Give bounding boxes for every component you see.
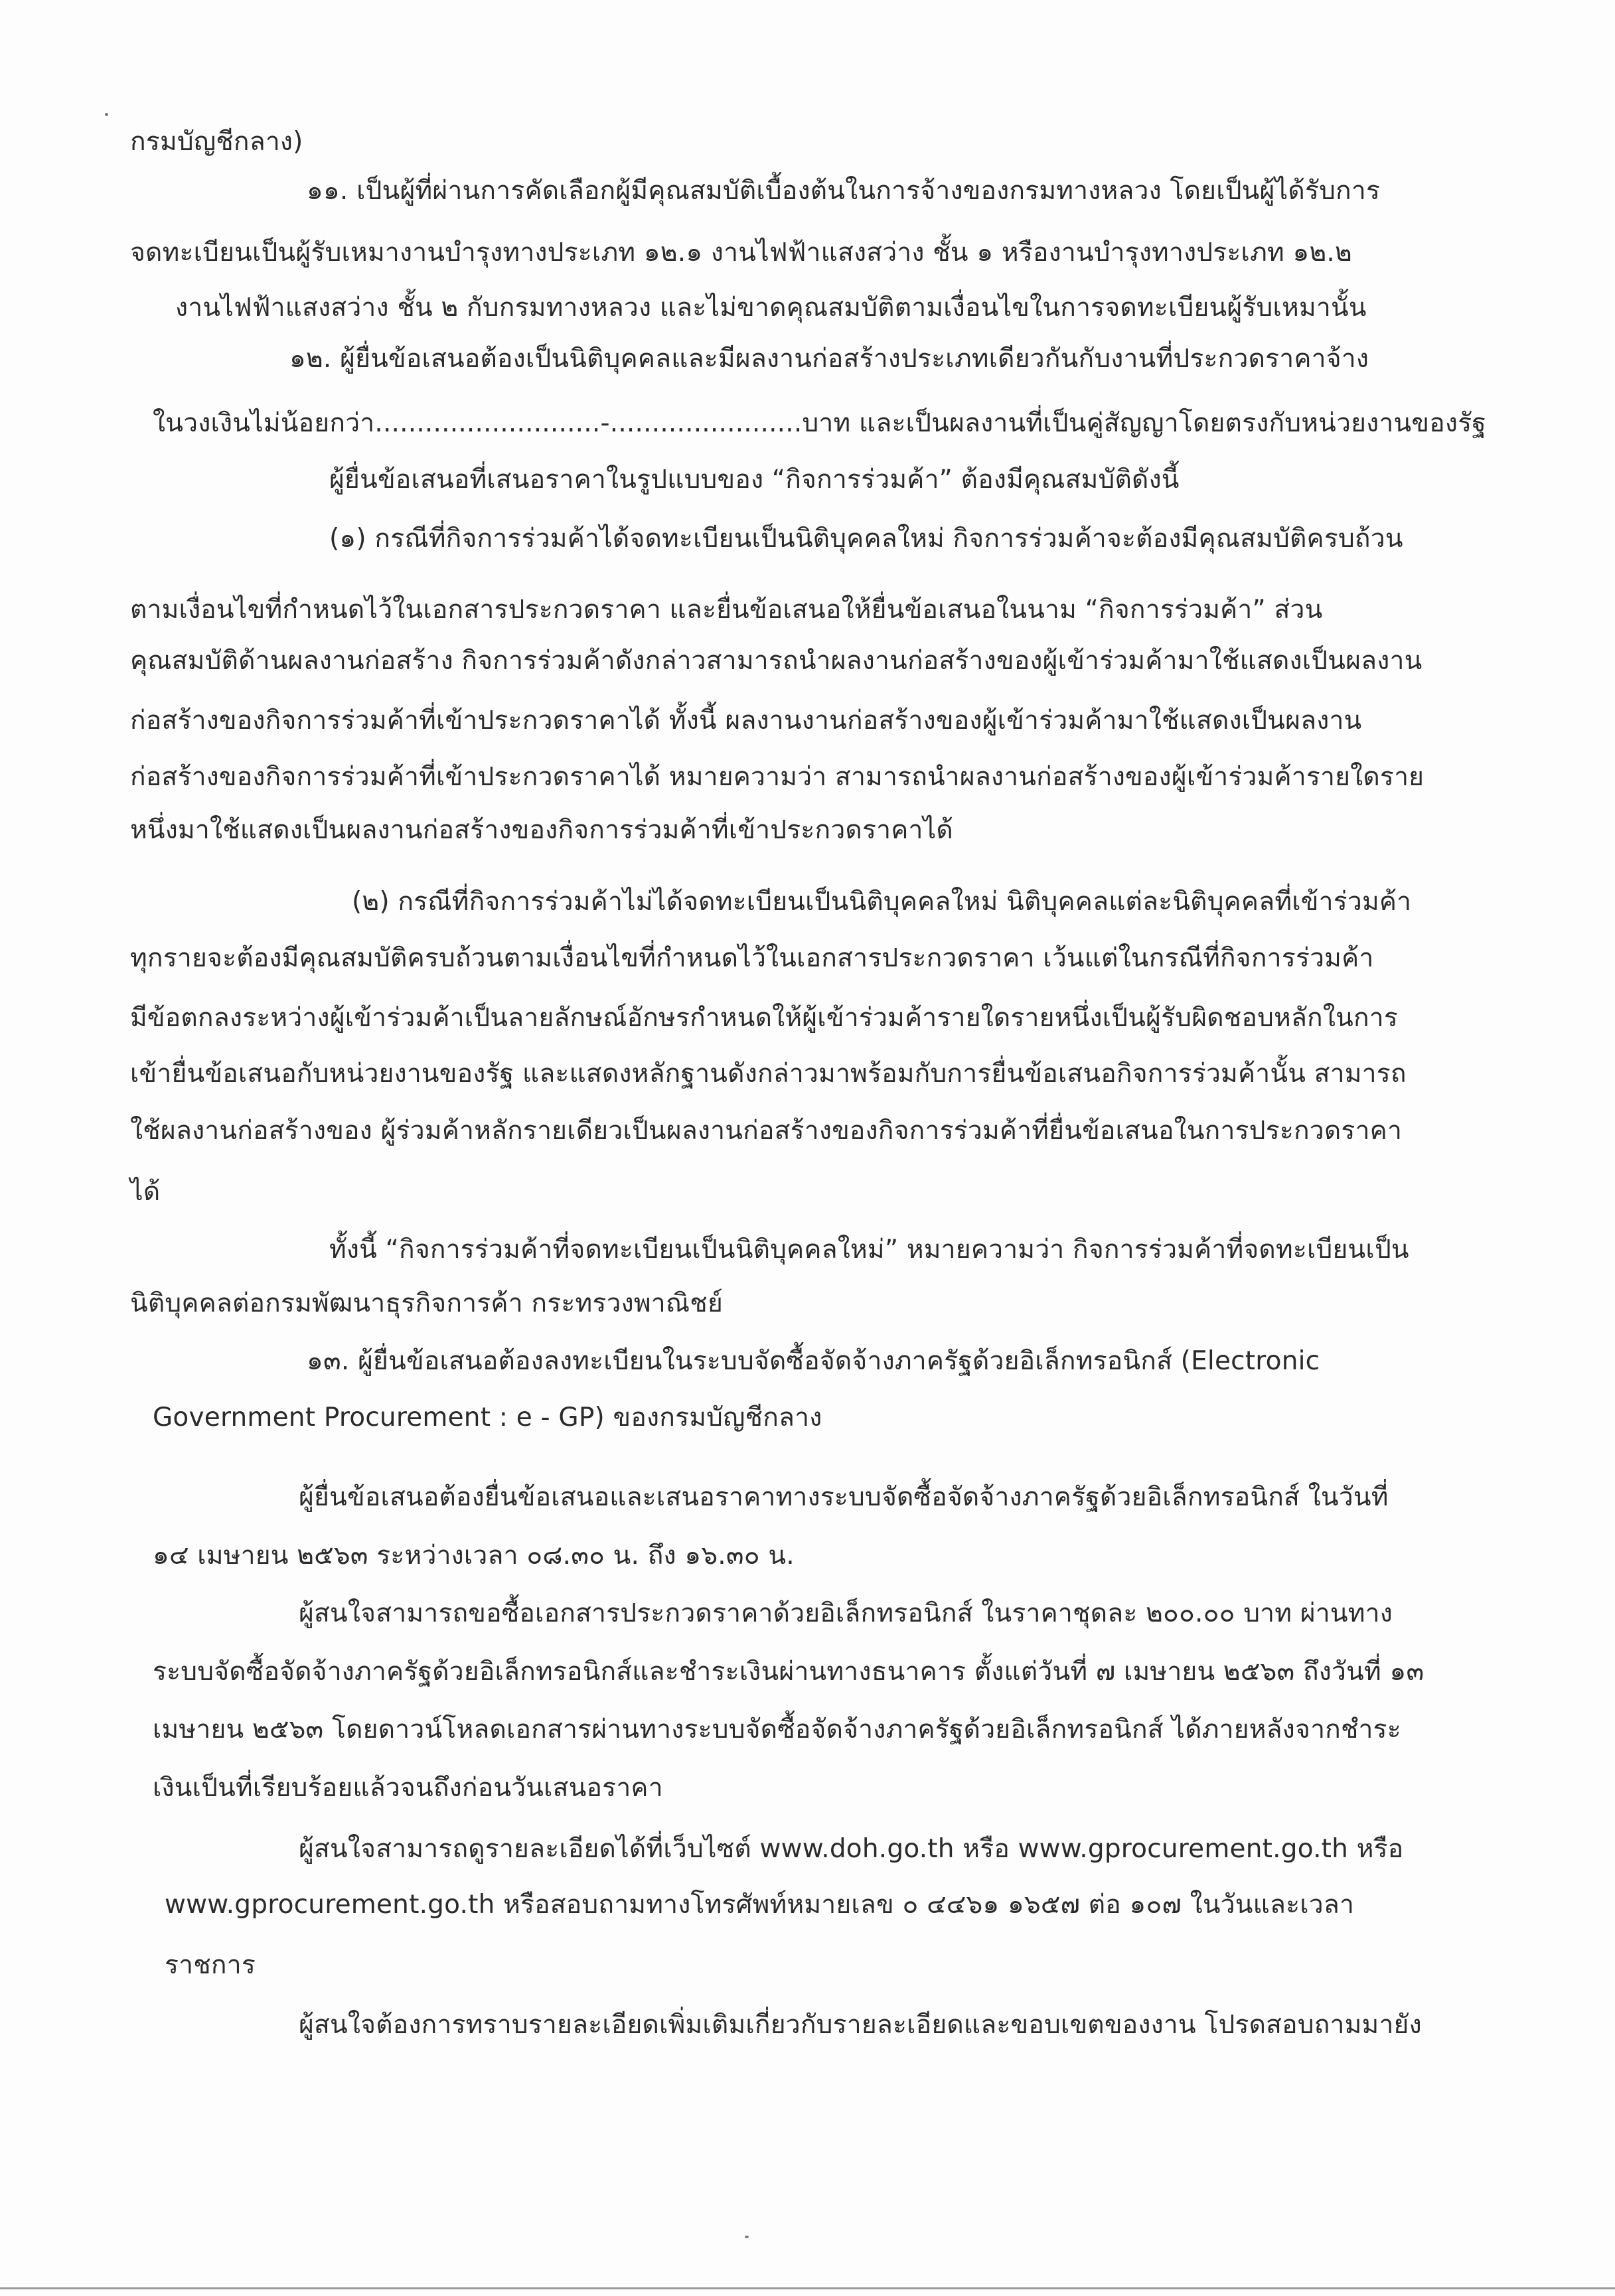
text-line: เงินเป็นที่เรียบร้อยแล้วจนถึงก่อนวันเสนอราคา <box>153 1773 663 1803</box>
text-line: เข้ายื่นข้อเสนอกับหน่วยงานของรัฐ และแสดงหลักฐานดังกล่าวมาพร้อมกับการยื่นข้อเสนอกิจการร่วมค้านั้น สามารถ <box>130 1059 1407 1089</box>
text-line: จดทะเบียนเป็นผู้รับเหมางานบำรุงทางประเภท ๑๒.๑ งานไฟฟ้าแสงสว่าง ชั้น ๑ หรืองานบำรุงทางประเภท ๑๒.๒ <box>130 238 1352 268</box>
text-line: (๑) กรณีที่กิจการร่วมค้าได้จดทะเบียนเป็นนิติบุคคลใหม่ กิจการร่วมค้าจะต้องมีคุณสมบัติครบถ้วน <box>329 524 1403 554</box>
text-line: มีข้อตกลงระหว่างผู้เข้าร่วมค้าเป็นลายลักษณ์อักษรกำหนดให้ผู้เข้าร่วมค้ารายใดรายหนึ่งเป็นผู้รับผิดชอบหลักในการ <box>130 1003 1399 1033</box>
scan-speck <box>105 113 108 116</box>
text-line: ๑๔ เมษายน ๒๕๖๓ ระหว่างเวลา ๐๘.๓๐ น. ถึง ๑๖.๓๐ น. <box>153 1541 795 1570</box>
text-line: ได้ <box>130 1177 161 1207</box>
text-line: ผู้ยื่นข้อเสนอต้องยื่นข้อเสนอและเสนอราคาทางระบบจัดซื้อจัดจ้างภาครัฐด้วยอิเล็กทรอนิกส์ ในวันที่ <box>299 1482 1389 1512</box>
text-line: ผู้สนใจต้องการทราบรายละเอียดเพิ่มเติมเกี่ยวกับรายละเอียดและขอบเขตของงาน โปรดสอบถามมายัง <box>299 2010 1422 2040</box>
text-line: กรมบัญชีกลาง) <box>130 127 303 157</box>
text-line: ก่อสร้างของกิจการร่วมค้าที่เข้าประกวดราคาได้ หมายความว่า สามารถนำผลงานก่อสร้างของผู้เข้าร่วมค้ารายใดราย <box>130 762 1424 792</box>
scan-edge-line <box>0 2287 1615 2289</box>
text-line: ทั้งนี้ “กิจการร่วมค้าที่จดทะเบียนเป็นนิติบุคคลใหม่” หมายความว่า กิจการร่วมค้าที่จดทะเบียนเป็น <box>329 1235 1409 1264</box>
text-line: เมษายน ๒๕๖๓ โดยดาวน์โหลดเอกสารผ่านทางระบบจัดซื้อจัดจ้างภาครัฐด้วยอิเล็กทรอนิกส์ ได้ภายหลังจากชำระ <box>153 1715 1401 1744</box>
text-line: ระบบจัดซื้อจัดจ้างภาครัฐด้วยอิเล็กทรอนิกส์และชำระเงินผ่านทางธนาคาร ตั้งแต่วันที่ ๗ เมษายน ๒๕๖๓ ถึงวันที่ ๑๓ <box>153 1657 1424 1687</box>
text-line: ในวงเงินไม่น้อยกว่า...........................-.......................บาท และเป็นผลงานที่เป็นคู่สัญญาโดยตรงกับหน่วยงานของรัฐ <box>153 408 1486 438</box>
text-line: www.gprocurement.go.th หรือสอบถามทางโทรศัพท์หมายเลข ๐ ๔๔๖๑ ๑๖๕๗ ต่อ ๑๐๗ ในวันและเวลา <box>165 1890 1355 1920</box>
text-line: งานไฟฟ้าแสงสว่าง ชั้น ๒ กับกรมทางหลวง และไม่ขาดคุณสมบัติตามเงื่อนไขในการจดทะเบียนผู้รับเหมานั้น <box>175 293 1367 323</box>
text-line: ราชการ <box>165 1950 256 1980</box>
text-line: ผู้สนใจสามารถดูรายละเอียดได้ที่เว็บไซต์ www.doh.go.th หรือ www.gprocurement.go.th หรือ <box>299 1834 1404 1864</box>
text-line: ทุกรายจะต้องมีคุณสมบัติครบถ้วนตามเงื่อนไขที่กำหนดไว้ในเอกสารประกวดราคา เว้นแต่ในกรณีที่กิจการร่วมค้า <box>130 943 1374 973</box>
text-line: ผู้สนใจสามารถขอซื้อเอกสารประกวดราคาด้วยอิเล็กทรอนิกส์ ในราคาชุดละ ๒๐๐.๐๐ บาท ผ่านทาง <box>299 1598 1393 1628</box>
text-line: ๑๓. ผู้ยื่นข้อเสนอต้องลงทะเบียนในระบบจัดซื้อจัดจ้างภาครัฐด้วยอิเล็กทรอนิกส์ (Electronic <box>307 1346 1320 1376</box>
scan-speck <box>745 2236 749 2238</box>
text-line: ใช้ผลงานก่อสร้างของ ผู้ร่วมค้าหลักรายเดียวเป็นผลงานก่อสร้างของกิจการร่วมค้าที่ยื่นข้อเสนอในการประกวดราคา <box>130 1116 1403 1146</box>
text-line: ๑๒. ผู้ยื่นข้อเสนอต้องเป็นนิติบุคคลและมีผลงานก่อสร้างประเภทเดียวกันกับงานที่ประกวดราคาจ้าง <box>289 344 1369 374</box>
text-line: ๑๑. เป็นผู้ที่ผ่านการคัดเลือกผู้มีคุณสมบัติเบื้องต้นในการจ้างของกรมทางหลวง โดยเป็นผู้ได้รับการ <box>307 176 1381 206</box>
text-line: Government Procurement : e - GP) ของกรมบัญชีกลาง <box>153 1403 822 1432</box>
text-line: คุณสมบัติด้านผลงานก่อสร้าง กิจการร่วมค้าดังกล่าวสามารถนำผลงานก่อสร้างของผู้เข้าร่วมค้ามาใช้แสดงเป็นผลงาน <box>130 646 1423 676</box>
text-line: ตามเงื่อนไขที่กำหนดไว้ในเอกสารประกวดราคา และยื่นข้อเสนอให้ยื่นข้อเสนอในนาม “กิจการร่วมค้า” ส่วน <box>130 595 1323 625</box>
text-line: หนึ่งมาใช้แสดงเป็นผลงานก่อสร้างของกิจการร่วมค้าที่เข้าประกวดราคาได้ <box>130 815 953 845</box>
text-line: นิติบุคคลต่อกรมพัฒนาธุรกิจการค้า กระทรวงพาณิชย์ <box>130 1288 724 1318</box>
text-line: ผู้ยื่นข้อเสนอที่เสนอราคาในรูปแบบของ “กิจการร่วมค้า” ต้องมีคุณสมบัติดังนี้ <box>329 465 1180 495</box>
text-line: (๒) กรณีที่กิจการร่วมค้าไม่ได้จดทะเบียนเป็นนิติบุคคลใหม่ นิติบุคคลแต่ละนิติบุคคลที่เข้าร่วมค้า <box>352 887 1412 917</box>
text-line: ก่อสร้างของกิจการร่วมค้าที่เข้าประกวดราคาได้ ทั้งนี้ ผลงานงานก่อสร้างของผู้เข้าร่วมค้ามาใช้แสดงเป็นผลงาน <box>130 706 1362 735</box>
